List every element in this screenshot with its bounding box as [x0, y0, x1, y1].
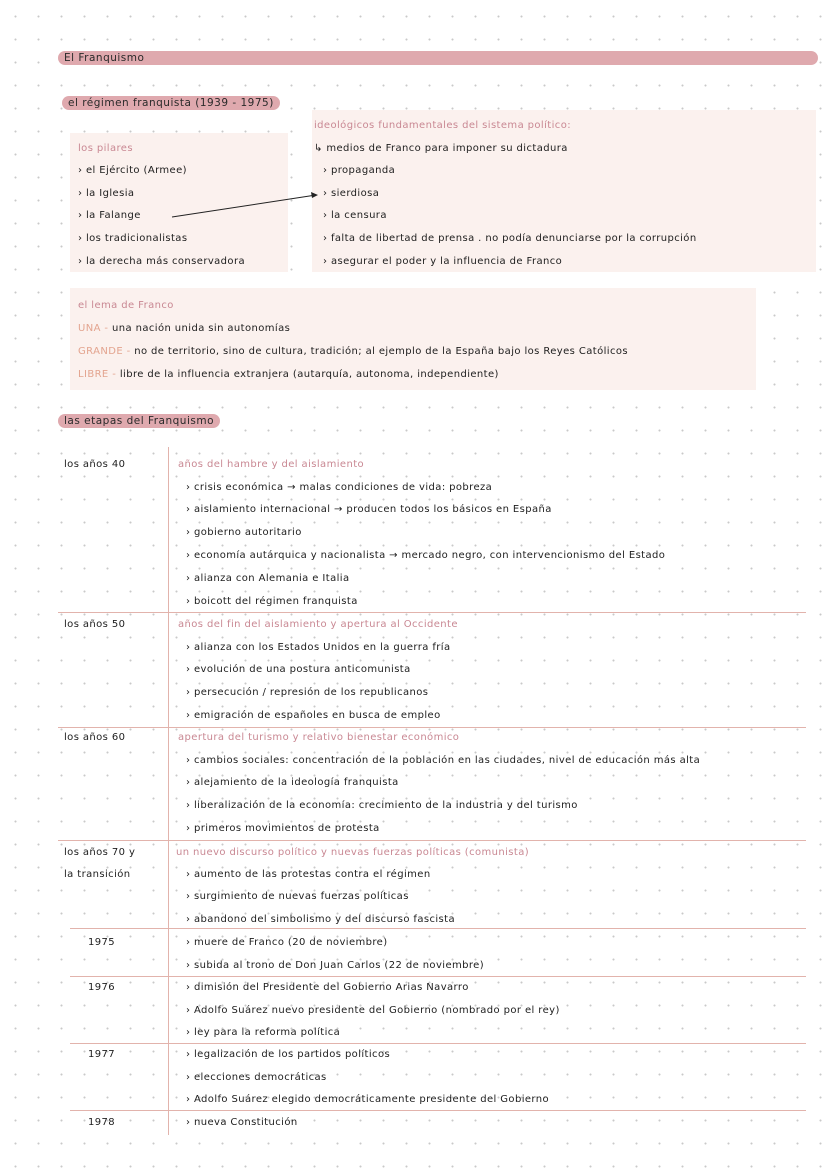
- stage-item: › muere de Franco (20 de noviembre): [186, 936, 388, 950]
- pillar-item: › la Falange: [78, 209, 141, 223]
- stage-item: › Adolfo Suárez elegido democráticamente presidente del Gobierno: [186, 1093, 549, 1107]
- motto-text: una nación unida sin autonomías: [112, 323, 291, 334]
- section-heading-stages: las etapas del Franquismo: [58, 414, 220, 428]
- stage-title: apertura del turismo y relativo bienestar económico: [178, 732, 460, 743]
- stage-label: la transición: [64, 869, 131, 880]
- motto-title: el lema de Franco: [78, 300, 174, 311]
- stage-title: años del fin del aislamiento y apertura al Occidente: [178, 619, 458, 630]
- stage-item: › nueva Constitución: [186, 1116, 298, 1130]
- stage-item: › economía autárquica y nacionalista → mercado negro, con intervencionismo del Estado: [186, 549, 665, 563]
- ideology-item: › falta de libertad de prensa . no podía denunciarse por la corrupción: [323, 232, 697, 246]
- ideology-item: › la censura: [323, 209, 387, 223]
- stage-item: › crisis económica → malas condiciones de vida: pobreza: [186, 481, 492, 495]
- pillars-title: los pilares: [78, 143, 133, 154]
- motto-text: libre de la influencia extranjera (autarquía, autonoma, independiente): [119, 369, 499, 380]
- year-label: 1975: [88, 937, 116, 948]
- stage-item: › aumento de las protestas contra el régimen: [186, 868, 431, 882]
- year-label: 1976: [88, 982, 116, 993]
- row-separator: [70, 1110, 806, 1111]
- row-separator: [58, 840, 806, 841]
- stage-item: › ley para la reforma política: [186, 1026, 340, 1040]
- stage-label: los años 40: [64, 459, 126, 470]
- stage-item: › alejamiento de la ideología franquista: [186, 776, 399, 790]
- row-separator: [70, 976, 806, 977]
- stage-item: › Adolfo Suárez nuevo presidente del Gobierno (nombrado por el rey): [186, 1004, 560, 1018]
- ideology-item: › sierdiosa: [323, 187, 379, 201]
- stage-item: › alianza con los Estados Unidos en la guerra fría: [186, 641, 451, 655]
- pillar-item: › la Iglesia: [78, 187, 134, 201]
- page-title: El Franquismo: [58, 51, 818, 65]
- motto-row: [78, 345, 628, 359]
- timeline-divider: [168, 447, 169, 1135]
- year-label: 1978: [88, 1117, 116, 1128]
- stage-item: › persecución / represión de los republicanos: [186, 686, 428, 700]
- stage-item: › emigración de españoles en busca de empleo: [186, 709, 441, 723]
- stage-item: › liberalización de la economía: crecimiento de la industria y del turismo: [186, 799, 578, 813]
- ideology-item: › propaganda: [323, 164, 395, 178]
- row-separator: [70, 1043, 806, 1044]
- stage-item: › boicott del régimen franquista: [186, 595, 358, 609]
- ideology-item: › asegurar el poder y la influencia de Franco: [323, 255, 562, 269]
- row-separator: [58, 727, 806, 728]
- motto-key: UNA -: [78, 323, 109, 334]
- row-separator: [58, 612, 806, 613]
- stage-item: › legalización de los partidos políticos: [186, 1048, 390, 1062]
- stage-label: los años 70 y: [64, 847, 136, 858]
- stage-item: › evolución de una postura anticomunista: [186, 663, 411, 677]
- motto-row: [78, 368, 499, 382]
- motto-key: GRANDE -: [78, 346, 131, 357]
- stage-item: › primeros movimientos de protesta: [186, 822, 380, 836]
- section-heading-regime: el régimen franquista (1939 - 1975): [62, 96, 280, 110]
- row-separator: [70, 928, 806, 929]
- stage-item: › cambios sociales: concentración de la población en las ciudades, nivel de educación más alta: [186, 754, 700, 768]
- motto-row: [78, 322, 290, 336]
- ideology-box: [312, 110, 816, 272]
- stage-item: › surgimiento de nuevas fuerzas políticas: [186, 890, 409, 904]
- stage-item: › aislamiento internacional → producen todos los básicos en España: [186, 503, 552, 517]
- pillar-item: › el Ejército (Armee): [78, 164, 187, 178]
- stage-item: › gobierno autoritario: [186, 526, 302, 540]
- stage-item: › alianza con Alemania e Italia: [186, 572, 350, 586]
- stage-item: › subida al trono de Don Juan Carlos (22 de noviembre): [186, 959, 484, 973]
- stage-label: los años 60: [64, 732, 126, 743]
- stage-title: un nuevo discurso político y nuevas fuerzas políticas (comunista): [176, 847, 530, 858]
- ideology-title: ideológicos fundamentales del sistema político:: [314, 120, 571, 131]
- motto-text: no de territorio, sino de cultura, tradición; al ejemplo de la España bajo los Reyes Católicos: [134, 346, 628, 357]
- stage-item: › abandono del simbolismo y del discurso fascista: [186, 913, 455, 927]
- stage-item: › dimisión del Presidente del Gobierno Arias Navarro: [186, 981, 469, 995]
- ideology-subtitle: ↳ medios de Franco para imponer su dictadura: [314, 143, 568, 154]
- pillar-item: › los tradicionalistas: [78, 232, 187, 246]
- stage-label: los años 50: [64, 619, 126, 630]
- motto-key: LIBRE -: [78, 369, 117, 380]
- year-label: 1977: [88, 1049, 116, 1060]
- stage-item: › elecciones democráticas: [186, 1071, 327, 1085]
- stage-title: años del hambre y del aislamiento: [178, 459, 365, 470]
- pillar-item: › la derecha más conservadora: [78, 255, 245, 269]
